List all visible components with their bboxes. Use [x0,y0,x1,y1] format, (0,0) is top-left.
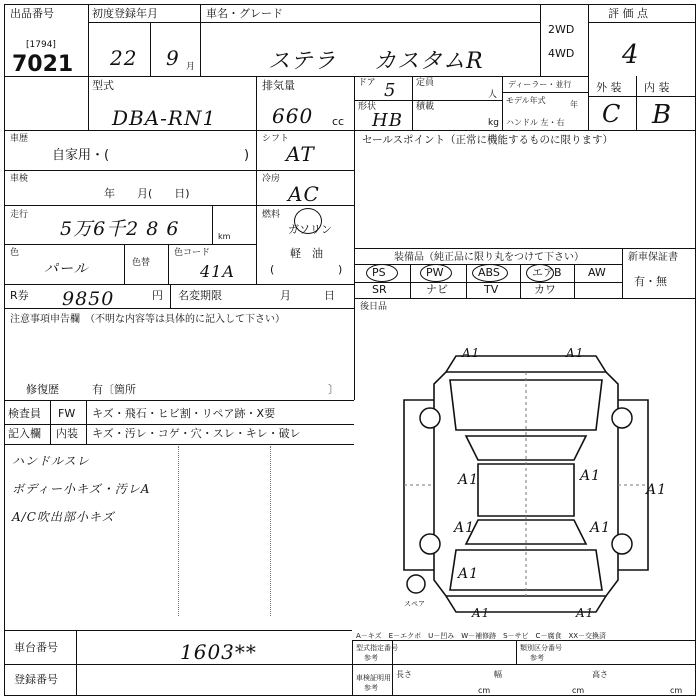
history-value: 自家用・( [52,148,110,163]
history-close: ) [244,148,250,163]
wheel-rr [612,534,632,554]
roof [478,464,574,516]
equipment-label: 装備品（純正品に限り丸をつけて下さい） [394,252,584,263]
shape-value: HB [372,110,403,131]
divider [4,244,256,245]
fuel-paren-close: ) [338,263,343,276]
exterior-grade: C [602,100,622,128]
equip-navi: ナビ [426,283,448,296]
divider [4,170,354,171]
color-code-value: 41A [200,262,235,281]
divider [86,400,87,444]
chassis-value: 1603** [180,640,257,664]
divider [502,76,503,130]
shape-label: 形状 [358,102,377,112]
door-value: 5 [384,80,397,101]
fw-label: FW [58,407,76,420]
inspector-label-2: 記入欄 [8,427,41,440]
comment-3: A/C吹出部小キズ [12,510,115,524]
divider [4,76,588,77]
equip-airbag: エアB [532,266,562,279]
damage-mark: A1 [576,606,595,620]
divider [354,100,502,101]
door-label: ドア [358,78,376,88]
divider [466,264,467,298]
first-reg-label: 初度登録年月 [92,7,158,20]
circle-ps [366,264,398,282]
model-year-label: モデル年式 [506,96,546,105]
history-label: 車歴 [10,134,29,144]
height-unit: cm [670,686,683,695]
ac-label: 冷房 [262,174,281,184]
first-reg-year: 22 [110,46,138,70]
ac-value: AC [288,182,320,206]
km-unit: km [218,232,231,241]
recycle-value: 9850 [62,288,115,310]
reg-label: 登録番号 [14,673,58,686]
int-items: キズ・汚レ・コゲ・穴・スレ・キレ・破レ [92,427,301,440]
inspection-value: 年 月( 日) [104,187,190,200]
comment-2: ボディー小キズ・汚レA [12,482,151,496]
yen-unit: 円 [152,289,163,302]
wheel-rl [420,534,440,554]
divider [4,400,354,401]
capacity-unit: 人 [488,90,498,100]
ref-label-3: 参考 [364,684,378,692]
divider [354,298,696,299]
divider [354,76,355,130]
divider [124,244,125,284]
repair-label: 修復歴 [26,383,59,396]
equip-pw: PW [426,266,444,279]
divider [540,4,541,76]
divider [150,22,151,76]
divider [4,130,696,131]
inspection-label: 車検 [10,174,29,184]
width-label: 幅 [494,670,502,679]
divider [200,4,201,76]
score-value: 4 [622,40,640,70]
fuel-circle [294,208,322,234]
ref-label: 参考 [364,654,378,662]
fuel-alt: 軽 油 [290,247,323,260]
interior-label: 内 装 [644,81,670,94]
equip-tv: TV [484,283,499,296]
shift-value: AT [286,142,315,166]
divider [516,640,517,664]
width-unit: cm [572,686,585,695]
divider [88,22,200,23]
guide-line [270,446,271,616]
model-label: 型式 [92,79,114,92]
divider [4,424,354,425]
color-label: 色 [10,248,20,258]
capacity-label: 定員 [416,78,435,88]
cert-label: 車検証明用 [356,674,391,682]
divider [4,308,354,309]
wheel-fr [612,408,632,428]
equip-abs: ABS [478,266,500,279]
length-unit: cm [478,686,491,695]
equip-aw: AW [588,266,606,279]
damage-mark: A1 [580,468,602,484]
cc-unit: cc [332,115,345,128]
notes-label: 注意事項申告欄 （不明な内容等は具体的に記入して下さい） [10,314,285,325]
fuel-paren-open: ( [270,263,275,276]
guide-line [178,446,179,616]
damage-mark: A1 [462,346,481,360]
divider [588,22,696,23]
divider [4,630,352,631]
color-value: パール [44,261,89,277]
ref-label-2: 参考 [530,654,544,662]
equip-ps: PS [372,266,386,279]
fuel-label: 燃料 [262,210,281,220]
divider [170,284,171,308]
wheel-fl [420,408,440,428]
class-label: 類別区分番号 [520,644,562,652]
comment-1: ハンドルスレ [12,454,90,468]
damage-mark: A1 [646,482,668,498]
divider [588,96,696,97]
divider [352,640,696,641]
divider [354,130,355,400]
color-code-label: 色コード [174,248,211,258]
model-value: DBA-RN1 [112,106,217,130]
divider [4,444,354,445]
height-label: 高さ [592,670,608,679]
circle-abs [472,264,508,282]
displacement-value: 660 [272,104,314,128]
circle-airbag [526,264,554,282]
damage-mark: A1 [458,472,480,488]
equip-leather: カワ [534,283,556,296]
divider [520,264,521,298]
divider [200,22,540,23]
divider [410,264,411,298]
divider [636,76,637,130]
shift-label: シフト [262,134,290,144]
car-grade: カスタムR [374,49,484,74]
divider [256,130,257,284]
damage-mark: A1 [472,606,491,620]
color-change-label: 色替 [132,258,151,268]
handle-label: ハンドル 左・右 [506,118,565,127]
fuel-value: ガソリン [288,223,332,236]
year-unit: 年 [570,100,578,109]
divider [502,92,588,93]
displacement-label: 排気量 [262,79,295,92]
repair-value: 有〔箇所 [92,383,136,396]
dealer-label: ディーラー・並行 [508,80,572,89]
fw-items: キズ・飛石・ヒビ割・リペア跡・X要 [92,407,276,420]
divider [574,264,575,298]
afterlist-label: 後日品 [360,302,388,312]
divider [76,630,77,696]
warranty-value: 有・無 [634,275,667,288]
equip-sr: SR [372,283,387,296]
divider [4,664,696,665]
interior-grade: B [652,100,673,130]
load-unit: kg [488,118,499,128]
legend-text: A－キズ E－エクボ U－凹み W－補修跡 S－サビ C－腐食 XX－交換済 [356,632,607,640]
prev-cert-label: 型式指定番号 [356,644,398,652]
damage-mark: A1 [566,346,585,360]
title-deadline-label: 名変期限 [178,289,222,302]
repair-close: 〕 [328,383,339,396]
warranty-label: 新車保証書 [628,252,678,263]
damage-mark: A1 [458,566,480,582]
score-label: 評 価 点 [608,7,648,20]
divider [412,76,413,130]
spare-label: スペア [404,600,425,608]
mileage-value: 5万6千2 8 6 [60,218,180,240]
spare-tire [407,575,425,593]
divider [352,640,353,696]
divider [4,284,354,285]
chassis-label: 車台番号 [14,641,58,654]
drive-2wd: 2WD [548,23,575,36]
name-grade-label: 車名・グレード [206,7,283,20]
int-label: 内装 [56,427,78,440]
damage-mark: A1 [590,520,612,536]
divider [354,248,696,249]
car-diagram [356,340,694,630]
month-unit: 月 [186,62,196,72]
inspector-label-1: 検査員 [8,407,41,420]
divider [622,248,623,298]
length-label: 長さ [396,670,412,679]
load-label: 積載 [416,102,435,112]
lot-sub: [1794] [26,40,56,50]
lot-label: 出品番号 [10,7,54,20]
recycle-label: R券 [10,289,29,302]
divider [50,400,51,444]
divider [256,76,257,130]
drive-4wd: 4WD [548,47,575,60]
sales-point-label: セールスポイント（正常に機能するものに限ります） [362,134,614,146]
mileage-label: 走行 [10,210,29,220]
circle-pw [420,264,452,282]
exterior-label: 外 装 [596,81,622,94]
title-deadline-value: 月 日 [280,289,335,302]
divider [212,206,213,244]
lot-number: 7021 [12,52,74,77]
car-name: ステラ [268,49,337,74]
divider [168,244,169,284]
damage-mark: A1 [454,520,476,536]
first-reg-month: 9 [166,46,180,70]
